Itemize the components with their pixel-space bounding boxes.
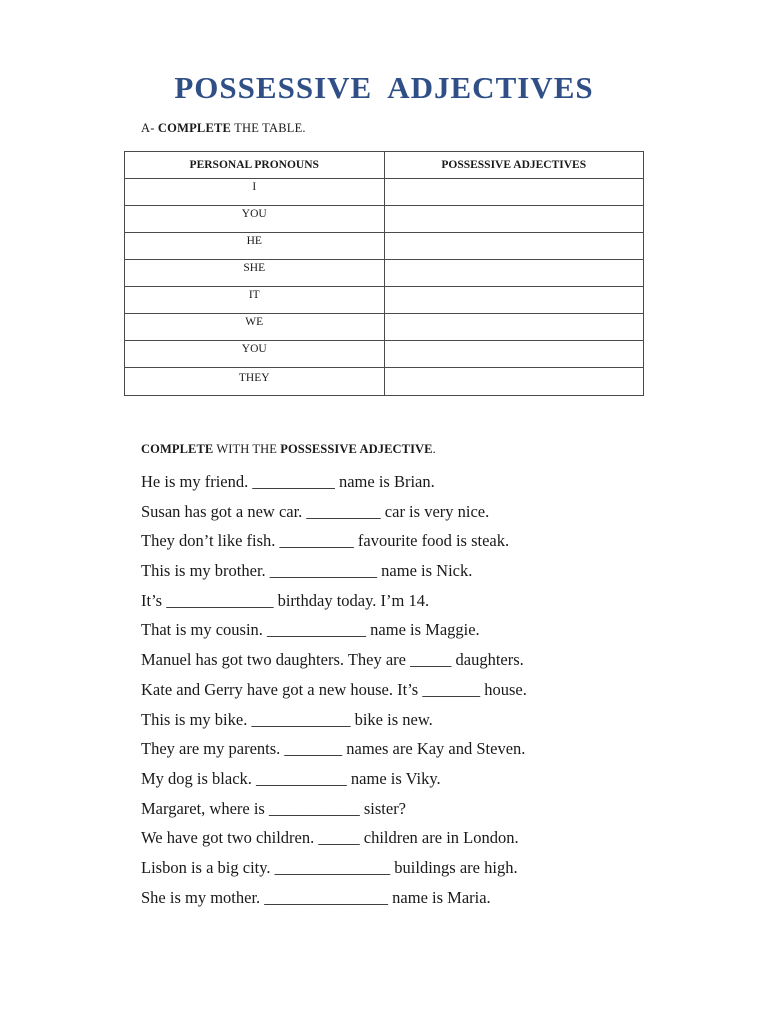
table-row — [125, 314, 644, 341]
section-a-prefix: A- — [141, 121, 158, 135]
section-b-instruction — [141, 442, 436, 457]
table-row — [125, 341, 644, 368]
exercise-sentence: He is my friend. __________ name is Brian. — [141, 472, 435, 491]
exercise-sentence: We have got two children. _____ children are in London. — [141, 828, 519, 848]
section-a-bold: COMPLETE — [157, 121, 232, 135]
pronoun-cell: WE — [125, 314, 385, 341]
section-b-bold2: POSSESSIVE ADJECTIVE — [280, 442, 433, 456]
pronoun-cell: I — [125, 179, 385, 206]
pronoun-cell: HE — [125, 233, 385, 260]
pronoun-cell: IT — [125, 287, 385, 314]
exercise-sentence: Susan has got a new car. _________ car is very nice. — [141, 501, 490, 521]
exercise-sentence: Kate and Gerry have got a new house. It’s _______ house. — [141, 679, 527, 699]
header-possessive-adjectives: POSSESSIVE ADJECTIVES — [384, 152, 644, 179]
adjective-answer-cell[interactable] — [384, 260, 644, 287]
adjective-answer-cell[interactable] — [384, 179, 644, 206]
section-a-instruction — [141, 121, 306, 136]
exercise-sentence: She is my mother. _______________ name is Maria. — [141, 887, 491, 907]
section-b-bold1: COMPLETE — [141, 442, 214, 456]
exercise-sentence: Manuel has got two daughters. They are _____ daughters. — [141, 650, 524, 670]
exercise-sentence: This is my brother. _____________ name is Nick. — [141, 561, 473, 581]
header-personal-pronouns: PERSONAL PRONOUNS — [125, 152, 385, 179]
exercise-sentence: Margaret, where is ___________ sister? — [141, 798, 407, 818]
pronoun-cell: YOU — [125, 206, 385, 233]
table-row — [125, 179, 644, 206]
exercise-sentence-list — [141, 469, 527, 914]
section-a-rest: THE TABLE. — [231, 121, 306, 135]
exercise-sentence: This is my bike. ____________ bike is new. — [141, 709, 433, 729]
table-header-row — [125, 152, 644, 179]
table-row — [125, 368, 644, 396]
exercise-sentence: My dog is black. ___________ name is Viky. — [141, 768, 441, 788]
exercise-sentence: Lisbon is a big city. ______________ buildings are high. — [141, 857, 518, 877]
pronoun-cell: SHE — [125, 260, 385, 287]
adjective-answer-cell[interactable] — [384, 287, 644, 314]
exercise-sentence: They don’t like fish. _________ favourite food is steak. — [141, 531, 510, 551]
adjective-answer-cell[interactable] — [384, 314, 644, 341]
exercise-sentence: That is my cousin. ____________ name is Maggie. — [141, 620, 480, 640]
section-b-end: . — [432, 442, 436, 456]
section-b-mid: WITH THE — [213, 442, 281, 456]
adjective-answer-cell[interactable] — [384, 233, 644, 260]
pronoun-cell: THEY — [125, 368, 385, 396]
exercise-sentence: It’s _____________ birthday today. I’m 14. — [141, 590, 430, 610]
table-row — [125, 287, 644, 314]
exercise-sentence: They are my parents. _______ names are Kay and Steven. — [141, 739, 526, 759]
page-title: POSSESSIVE ADJECTIVES — [174, 70, 594, 105]
adjective-answer-cell[interactable] — [384, 368, 644, 396]
table-row — [125, 206, 644, 233]
table-row — [125, 260, 644, 287]
adjective-answer-cell[interactable] — [384, 341, 644, 368]
pronoun-table — [124, 151, 644, 396]
table-row — [125, 233, 644, 260]
pronoun-cell: YOU — [125, 341, 385, 368]
adjective-answer-cell[interactable] — [384, 206, 644, 233]
